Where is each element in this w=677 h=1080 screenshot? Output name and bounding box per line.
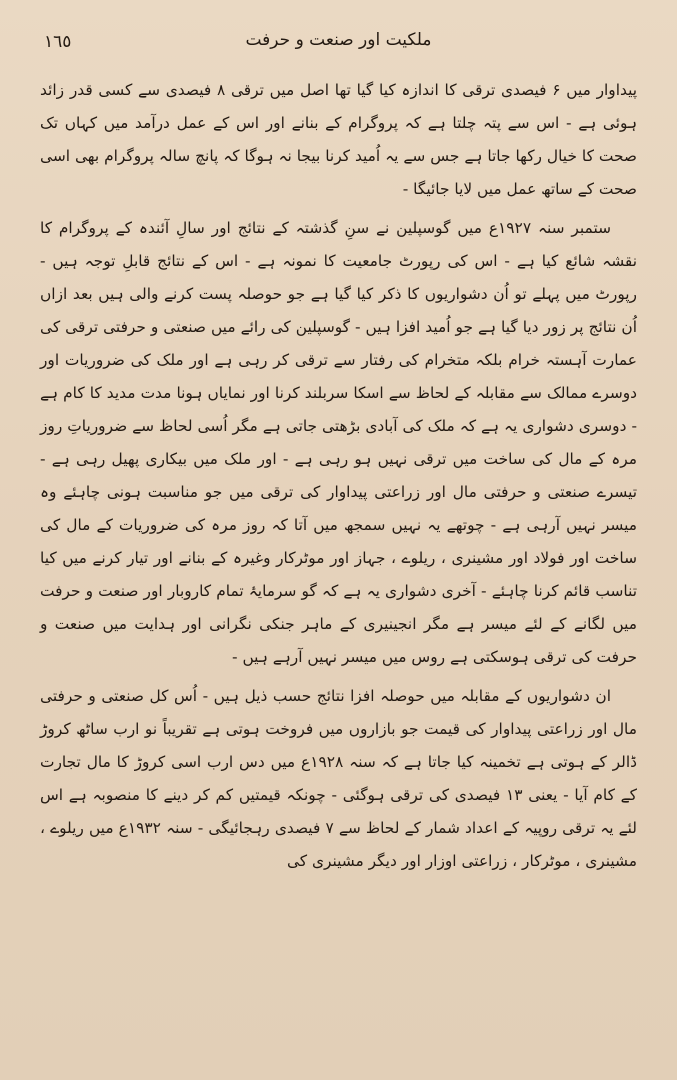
running-title: ملکیت اور صنعت و حرفت — [245, 30, 432, 50]
page-header — [40, 30, 637, 58]
paragraph-2: ستمبر سنہ ۱۹۲۷ع میں گوسپلین نے سنِ گذشتہ کے نتائج اور سالِ آئندہ کے پروگرام کا نقشہ شائع کیا ہے - اس کی رپورٹ جامعیت کا نمونہ ہے - اس کے نتائج قابلِ توجہ ہیں - رپورٹ میں پہلے تو اُن دشواریوں کا ذکر کیا گیا ہے جو حوصلہ پست کرنے والی ہیں بعد ازاں اُن نتائج پر زور دیا گیا ہے جو اُمید افزا ہیں - گوسپلین کی رائے میں صنعتی و حرفتی ترقی کی عمارت آہستہ خرام بلکہ متخرام کی رفتار سے ترقی کر رہی ہے اور ملک کی ضروریات اور دوسرے ممالک سے مقابلہ کے لحاظ سے اسکا سربلند کرنا اور نمایاں ہونا مدت مدید کا کام ہے - دوسری دشواری یہ ہے کہ ملک کی آبادی بڑھتی جاتی ہے مگر اُسی لحاظ سے ضروریاتِ روز مرہ کے مال کی ساخت میں ترقی نہیں ہو رہی ہے - اور ملک میں بیکاری پھیل رہی ہے - تیسرے صنعتی و حرفتی مال اور زراعتی پیداوار کی ترقی میں جو مناسبت ہونی چاہئے وہ میسر نہیں آرہی ہے - چوتھے یہ نہیں سمجھ میں آتا کہ روز مرہ کی ضروریات کے مال کی ساخت اور فولاد اور مشینری ، ریلوے ، جہاز اور موٹرکار وغیرہ کے بنانے اور تیار کرنے میں کیا تناسب قائم کرنا چاہئے - آخری دشواری یہ ہے کہ گو سرمایۂ تمام کاروبار اور صنعت و حرفت میں لگانے کے لئے میسر ہے مگر انجینیری کے ماہر جنکی نگرانی اور ہدایت میں صنعت و حرفت کی ترقی ہوسکتی ہے روس میں میسر نہیں آرہے ہیں - — [40, 219, 637, 666]
paragraph-1: پیداوار میں ۶ فیصدی ترقی کا اندازہ کیا گیا تھا اصل میں ترقی ۸ فیصدی سے کسی قدر زائد ہوئی ہے - اس سے پتہ چلتا ہے کہ پروگرام کے بنانے اور اس کے عمل درآمد میں کہاں تک صحت کا خیال رکھا جاتا ہے جس سے یہ اُمید کرنا بیجا نہ ہوگا کہ پانچ سالہ پروگرام بھی اسی صحت کے ساتھ عمل میں لایا جائیگا - — [40, 81, 638, 198]
paragraph-3: ان دشواریوں کے مقابلہ میں حوصلہ افزا نتائج حسب ذیل ہیں - اُس کل صنعتی و حرفتی مال اور زراعتی پیداوار کی قیمت جو بازاروں میں فروخت ہوتی ہے تقریباً نو ارب ساٹھ کروڑ ڈالر کے ہوتی ہے تخمینہ کیا جاتا ہے کہ سنہ ۱۹۲۸ع میں دس ارب اسی کروڑ کا مال تجارت کے کام آیا - یعنی ۱۳ فیصدی کی ترقی ہوگئی - چونکہ قیمتیں کم کر دینے کا منصوبہ ہے اس لئے یہ ترقی روپیہ کے اعداد شمار کے لحاظ سے ۷ فیصدی رہجائیگی - سنہ ۱۹۳۲ع میں ریلوے ، مشینری ، موٹرکار ، زراعتی اوزار اور دیگر مشینری کی — [40, 687, 637, 870]
page-number: ١٦٥ — [44, 32, 72, 52]
page-body — [40, 74, 637, 878]
